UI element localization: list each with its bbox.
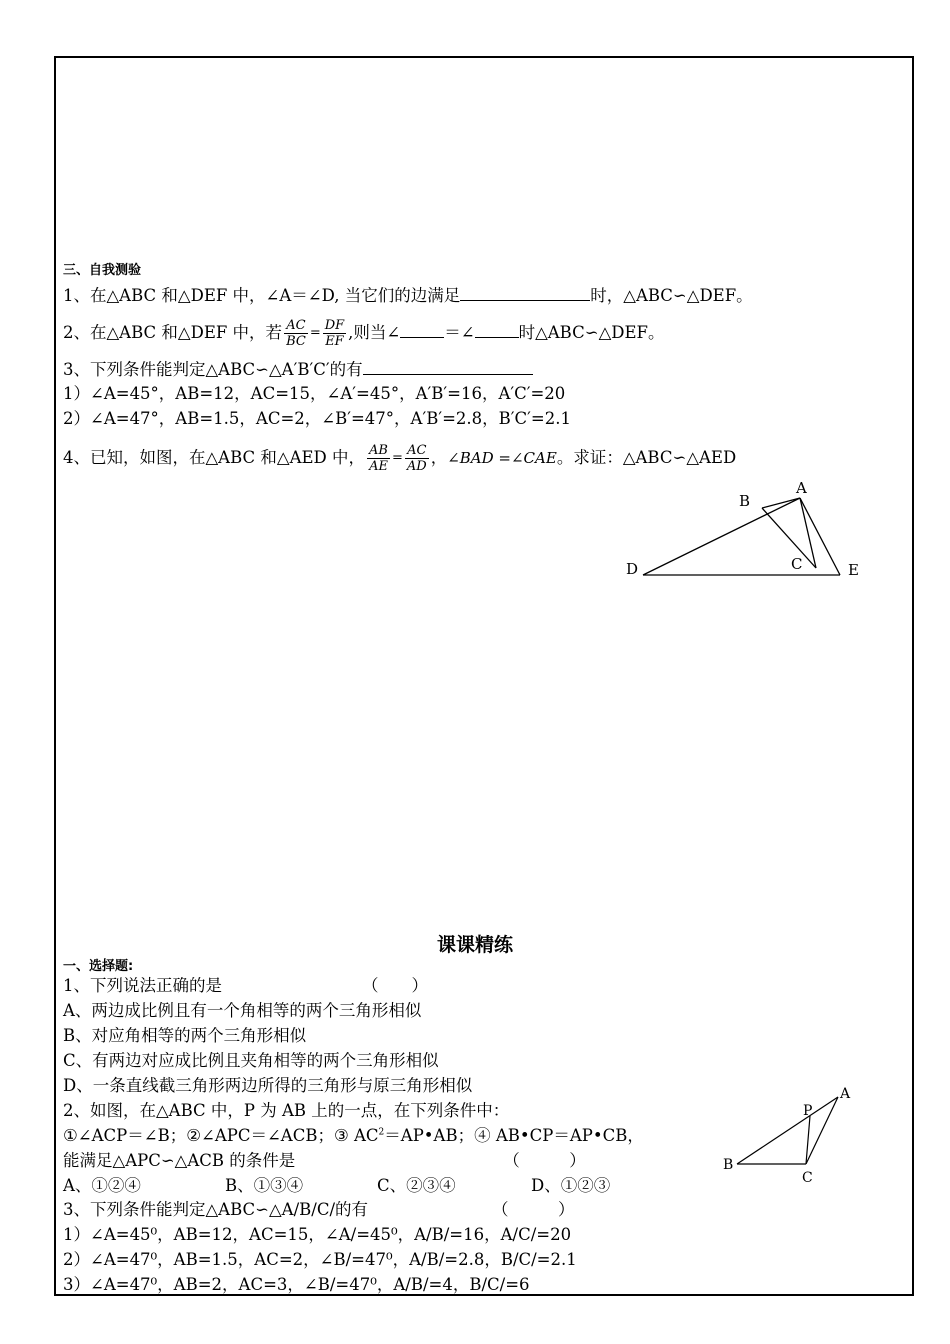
practice-q2-options: [63, 1176, 610, 1196]
q4-label-b: B: [739, 492, 751, 510]
p-q2-option-a[interactable]: A、①②④: [63, 1176, 141, 1195]
practice-q1-option-b: B、对应角相等的两个三角形相似: [63, 1026, 307, 1045]
segment-bc: [762, 508, 816, 568]
q4-frac2-den: AD: [406, 459, 427, 474]
practice-q1: [63, 976, 428, 996]
q4-label-c: C: [791, 555, 803, 573]
practice-q3-opt2: 2）∠A=47⁰，AB=1.5，AC=2，∠B/=47⁰，A/B/=2.8，B/C/=2.1: [63, 1250, 577, 1269]
q2-frac2-den: EF: [325, 334, 344, 349]
q4-equals: =: [391, 450, 403, 466]
q2-triangle-figure: [737, 1097, 838, 1164]
p-q3-answer-paren[interactable]: （ ）: [492, 1200, 575, 1219]
p-q2-option-d[interactable]: D、①②③: [531, 1176, 611, 1195]
segment-ab: [762, 498, 800, 508]
q2-label-b: B: [723, 1157, 734, 1173]
q2-label-p: P: [803, 1103, 813, 1119]
p-q1-text: 1、下列说法正确的是: [63, 976, 222, 995]
q2-frac1-num: AC: [284, 318, 308, 334]
p-q3-text: 3、下列条件能判定△ABC∽△A/B/C/的有: [63, 1200, 369, 1219]
segment-ba: [737, 1097, 838, 1164]
q2-tail: 时△ABC∽△DEF。: [518, 323, 665, 342]
q4-comma: ，: [430, 448, 448, 467]
self-test-q3-opt2: 2）∠A=47°，AB=1.5，AC=2，∠B′=47°，A′B′=2.8，B′C′=2.1: [63, 409, 571, 428]
practice-q2-conditions: [63, 1126, 644, 1146]
practice-q1-option-d: D、一条直线截三角形两边所得的三角形与原三角形相似: [63, 1076, 473, 1095]
q2-eq: ＝∠: [444, 323, 475, 342]
practice-q3: [63, 1200, 575, 1220]
p-q2-cond-pre: ①∠ACP＝∠B；②∠APC＝∠ACB；③ AC: [63, 1126, 379, 1145]
q3-text: 3、下列条件能判定△ABC∽△A′B′C′的有: [63, 360, 363, 379]
q2-label-c: C: [802, 1170, 813, 1186]
q2-text: 2、在△ABC 和△DEF 中，若: [63, 323, 283, 342]
practice-q1-option-c: C、有两边对应成比例且夹角相等的两个三角形相似: [63, 1051, 439, 1070]
q1-text: 1、在△ABC 和△DEF 中，∠A＝∠D, 当它们的边满足: [63, 286, 461, 305]
q4-tail: 。求证：△ABC∽△AED: [556, 448, 737, 467]
q2-frac2-num: DF: [324, 318, 345, 333]
p-q2-ask-text: 能满足△APC∽△ACB 的条件是: [63, 1151, 296, 1170]
practice-title: 课课精练: [436, 934, 513, 956]
p-q2-option-c[interactable]: C、②③④: [377, 1176, 456, 1195]
q4-angle-condition: ∠BAD =∠CAE: [447, 449, 557, 467]
q4-frac1-den: AE: [369, 459, 388, 474]
q2-mid: ,则当∠: [348, 323, 401, 342]
q2-frac1-den: BC: [286, 334, 306, 349]
practice-q3-opt3: 3）∠A=47⁰，AB=2，AC=3，∠B/=47⁰，A/B/=4，B/C/=6: [63, 1275, 530, 1294]
p-q1-answer-paren[interactable]: （ ）: [362, 976, 428, 995]
practice-q2: 2、如图，在△ABC 中，P 为 AB 上的一点，在下列条件中：: [63, 1101, 510, 1120]
q2-label-a: A: [840, 1086, 851, 1102]
q4-label-d: D: [626, 560, 639, 578]
practice-heading: 一、选择题:: [63, 959, 134, 974]
self-test-heading: 三、自我测验: [63, 263, 142, 278]
q4-frac1-num: AB: [369, 443, 388, 458]
p-q2-answer-paren[interactable]: （ ）: [503, 1151, 586, 1170]
q4-label-a: A: [796, 479, 807, 497]
q1-tail: 时，△ABC∽△DEF。: [590, 286, 753, 305]
q4-label-e: E: [848, 561, 859, 579]
self-test-q3-opt1: 1）∠A=45°，AB=12，AC=15，∠A′=45°，A′B′=16，A′C′=20: [63, 384, 566, 403]
p-q2-option-b[interactable]: B、①③④: [225, 1176, 304, 1195]
q4-frac2-num: AC: [405, 443, 429, 459]
practice-q2-ask: [63, 1151, 586, 1171]
practice-q1-option-a: A、两边成比例且有一个角相等的两个三角形相似: [63, 1001, 422, 1020]
practice-q3-opt1: 1）∠A=45⁰，AB=12，AC=15，∠A/=45⁰，A/B/=16，A/C/=20: [63, 1225, 572, 1244]
p-q2-cond-post: ＝AP•AB；④ AB•CP＝AP•CB，: [384, 1126, 644, 1145]
q4-text: 4、已知，如图，在△ABC 和△AED 中，: [63, 448, 366, 467]
segment-ae: [800, 498, 840, 575]
q2-equals: =: [309, 325, 321, 341]
segment-da: [643, 498, 803, 575]
p-q2-superscript: 2: [378, 1127, 385, 1138]
